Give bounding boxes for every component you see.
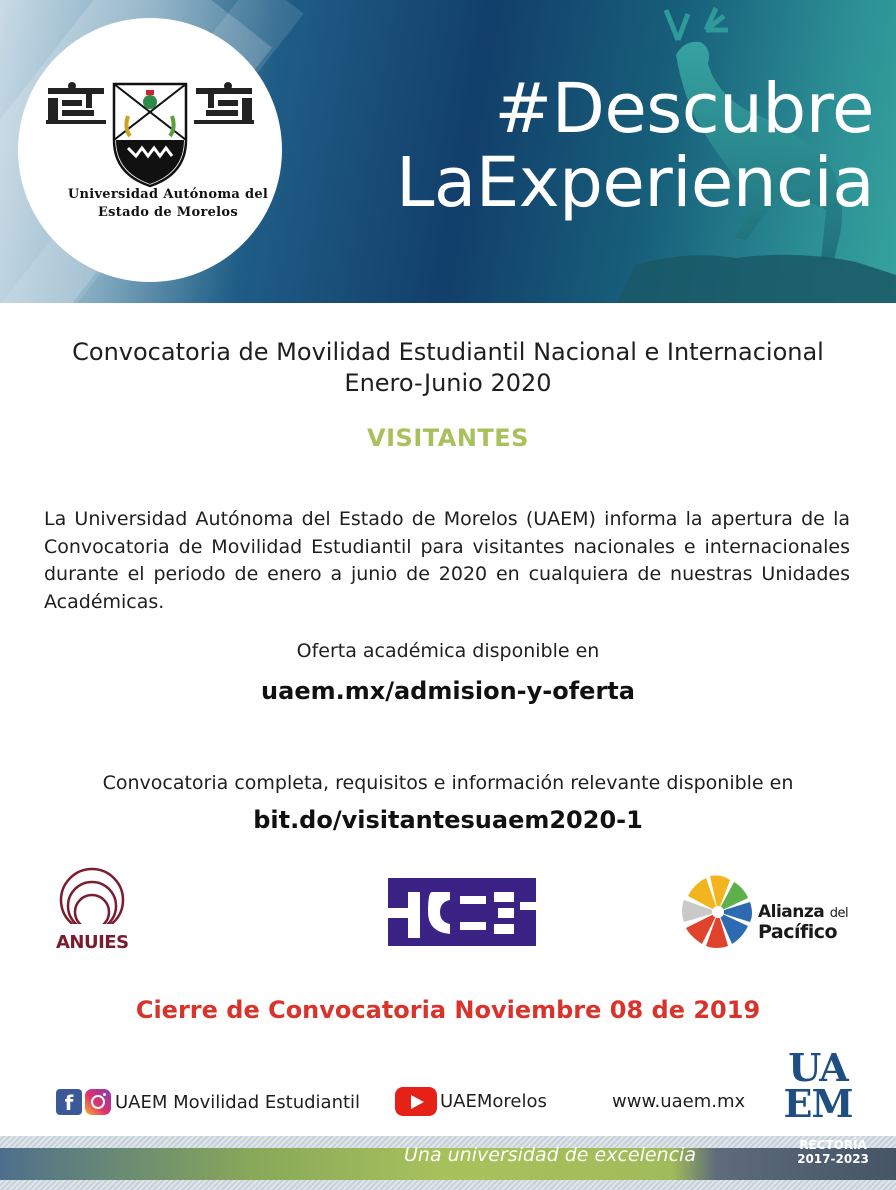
motto-text: Una universidad de excelencia <box>404 1144 696 1166</box>
call-description: La Universidad Autónoma del Estado de Morelos (UAEM) informa la apertura de la Convocatoria de Movilidad Estudiantil para visitantes nacionales e internacionales durante el periodo de enero a junio de 2020 en cualquiera de nuestras Unidades Académicas. <box>44 508 850 613</box>
hashtag-line-1: #Descubre <box>494 69 874 149</box>
call-title: Convocatoria de Movilidad Estudiantil Nacional e Internacional <box>72 338 824 366</box>
call-info-label: Convocatoria completa, requisitos e información relevante disponible en <box>102 772 794 794</box>
website-link[interactable]: www.uaem.mx <box>612 1091 746 1112</box>
instagram-icon <box>85 1089 111 1115</box>
alianza-word: Alianza <box>758 902 825 922</box>
alianza-pinwheel-icon <box>680 874 756 950</box>
ecoes-logo <box>388 878 536 946</box>
youtube-account-label: UAEMorelos <box>440 1091 547 1112</box>
hashtag-title <box>395 69 874 223</box>
call-info-link[interactable]: bit.do/visitantesuaem2020-1 <box>253 806 643 834</box>
offer-link[interactable]: uaem.mx/admision-y-oferta <box>261 677 635 705</box>
alianza-del-word: del <box>829 906 849 921</box>
university-seal-icon <box>44 78 256 188</box>
call-period: Enero-Junio 2020 <box>344 369 552 397</box>
offer-label: Oferta académica disponible en <box>296 640 600 662</box>
alianza-pacifico-logo <box>680 874 850 950</box>
university-name-line-1: Universidad Autónoma del <box>67 187 269 202</box>
university-name-line-2: Estado de Morelos <box>97 205 239 220</box>
hero-banner <box>0 0 896 303</box>
facebook-icon: f <box>56 1089 82 1115</box>
youtube-link[interactable] <box>395 1087 547 1116</box>
category-heading: VISITANTES <box>367 424 529 452</box>
anuies-logo <box>56 866 128 956</box>
university-seal-badge <box>18 18 282 282</box>
rectoria-label: RECTORÍA <box>799 1138 867 1152</box>
youtube-icon <box>395 1087 437 1116</box>
facebook-instagram-link[interactable] <box>56 1089 360 1115</box>
anuies-rings-icon <box>56 866 128 932</box>
rectoria-badge <box>778 1138 888 1166</box>
pacifico-word: Pacífico <box>758 921 838 943</box>
ecoes-mark-icon <box>388 878 536 946</box>
uaem-logo-bottom: EM <box>783 1081 853 1126</box>
hashtag-line-2: LaExperiencia <box>395 143 874 223</box>
facebook-account-label: UAEM Movilidad Estudiantil <box>115 1091 361 1113</box>
anuies-wordmark: ANUIES <box>56 932 129 953</box>
uaem-logo <box>782 1045 854 1126</box>
rectoria-period: 2017-2023 <box>797 1152 869 1166</box>
deadline-notice: Cierre de Convocatoria Noviembre 08 de 2019 <box>135 996 761 1024</box>
uaem-logo-top: UA <box>788 1045 848 1090</box>
